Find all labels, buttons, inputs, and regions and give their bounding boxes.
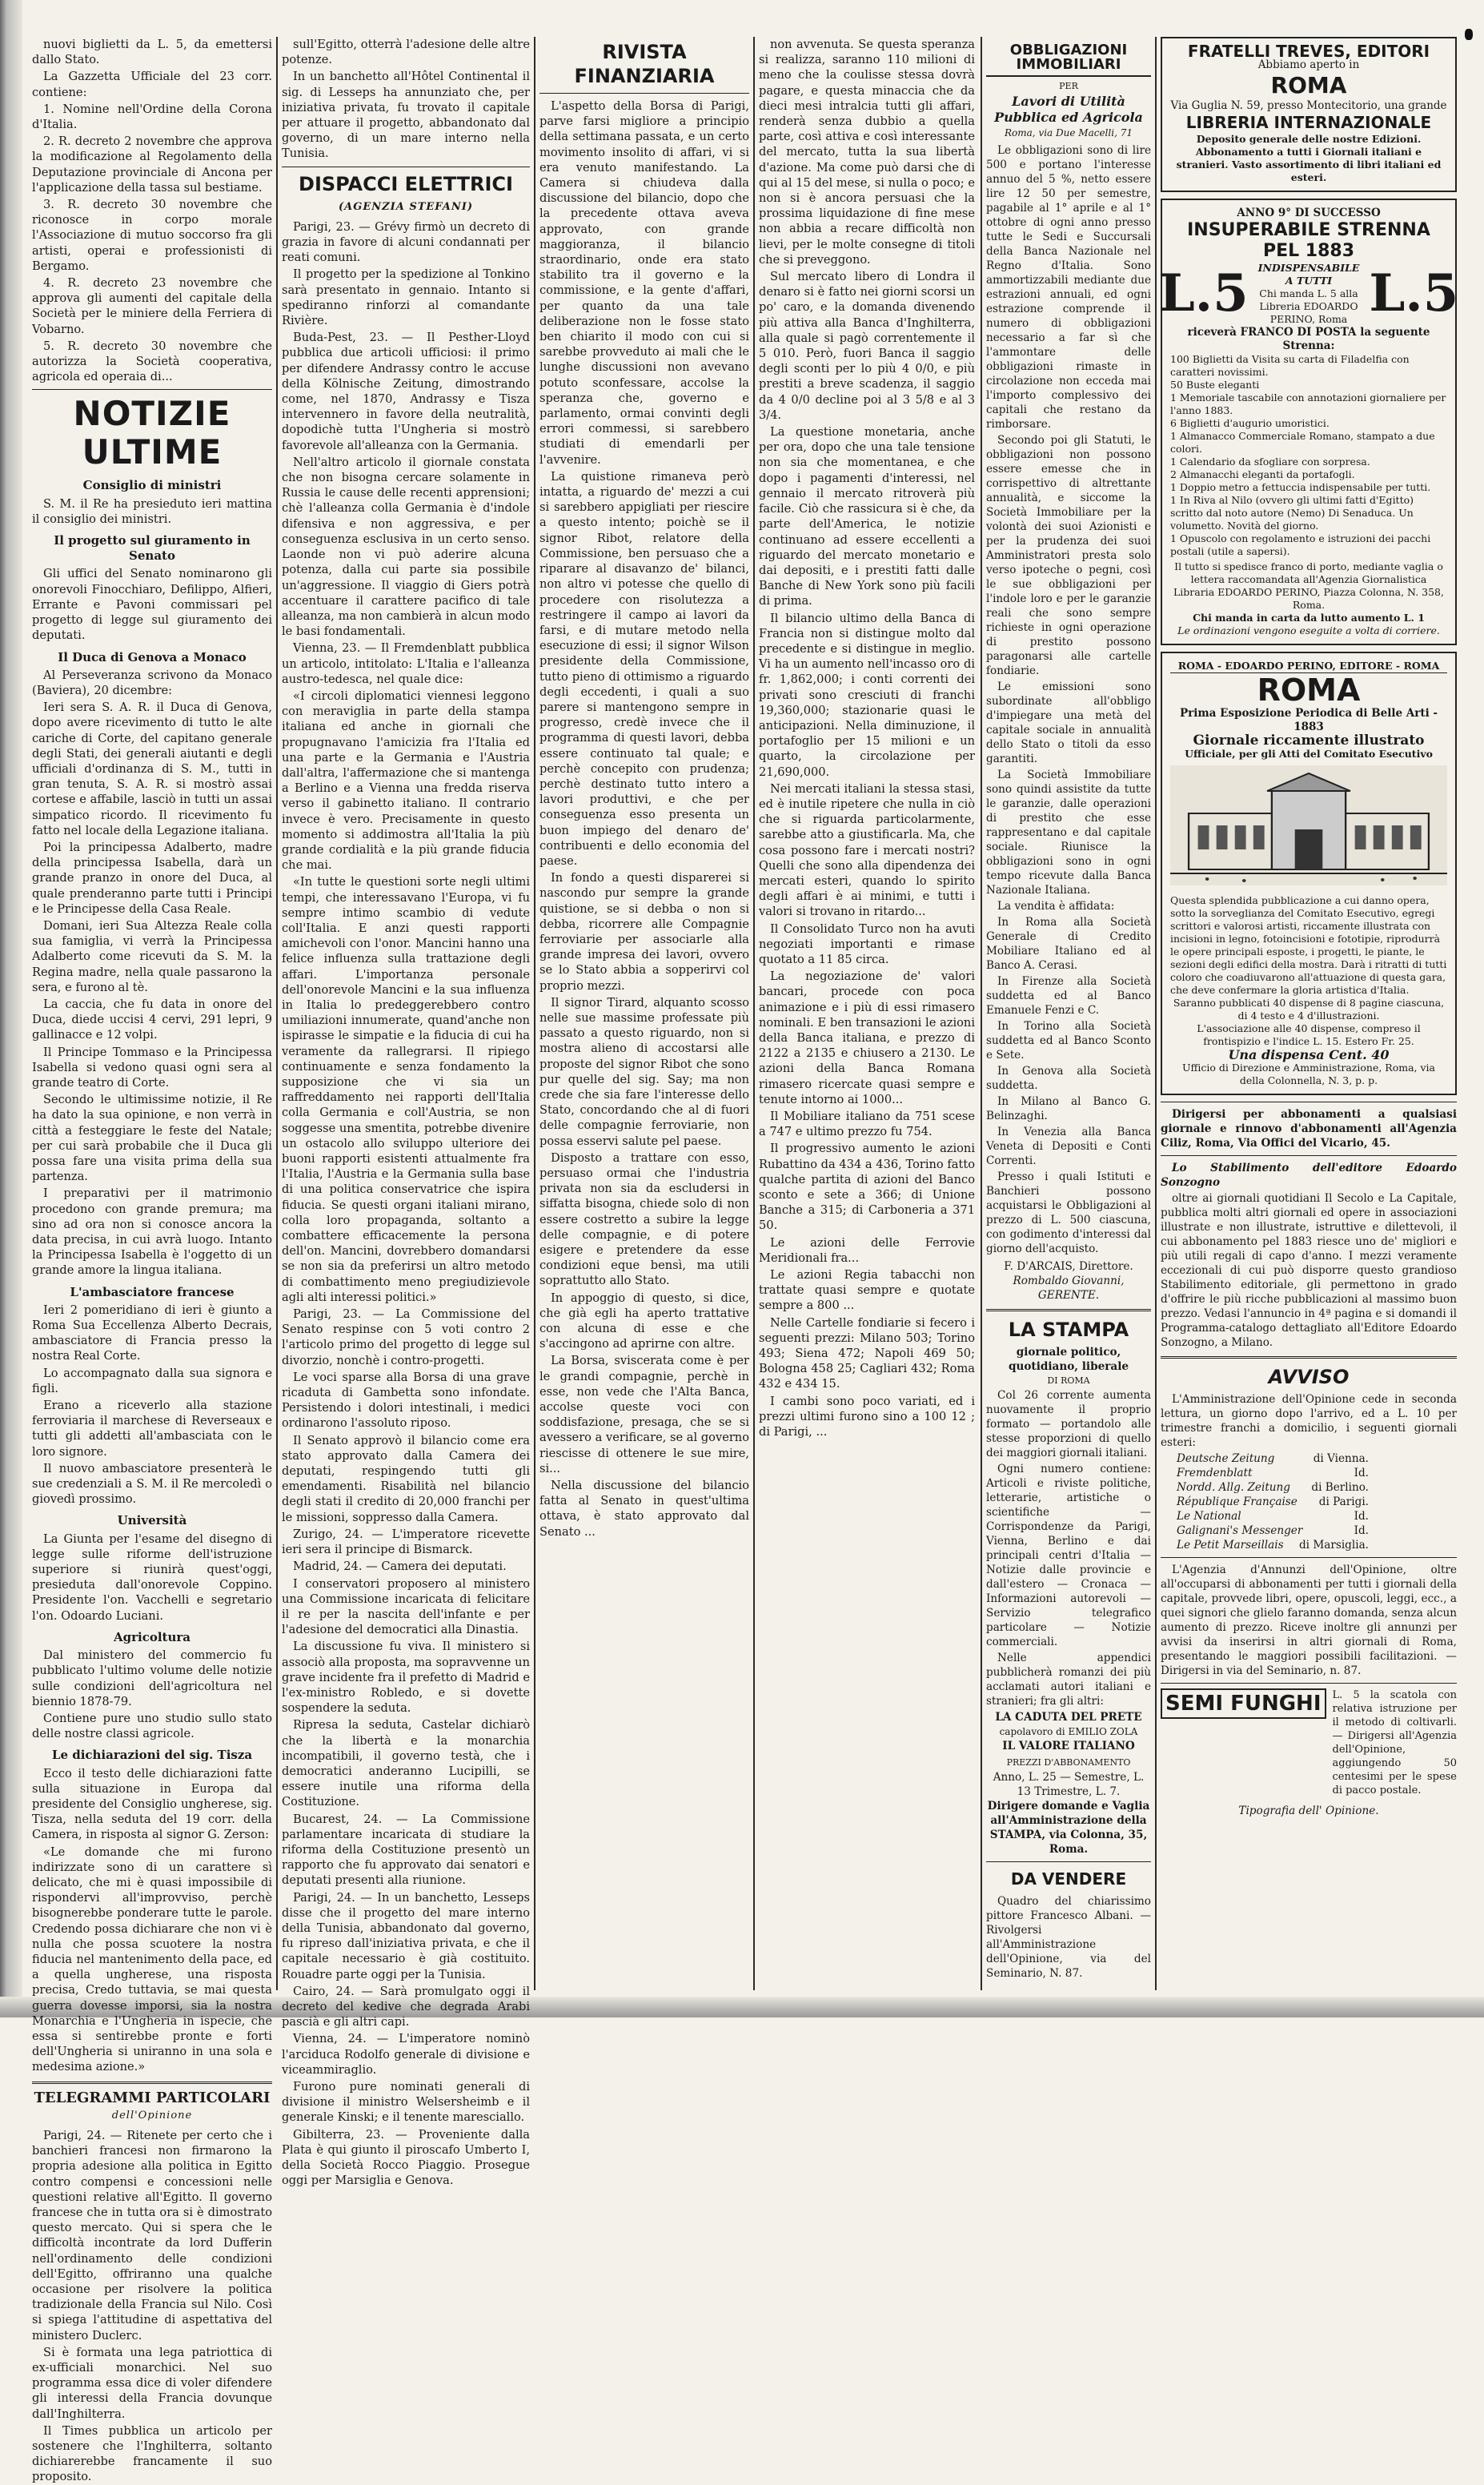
ink-blot [1465,29,1473,40]
paragraph: L'aspetto della Borsa di Parigi, parve farsi migliore a principio della settimana passata, e un certo movimento insolito di affari, vi si era venuto manifestando. La Camera si chiudeva dalla discussione del bilancio, dopo che la precedente ottava aveva approvato, con grande maggioranza, il bilancio straordinario, onde era stato stabilito tra il governo e la commissione, e la gente d'affari, per quanto da una tale deliberazione non le fosse stato ben chiarito il modo con cui si sarebbe provveduto ai mali che le lunghe discussioni non avevano potuto sconfessare, accolse la speranza che, governo e parlamento, ormai convinti degli errori commessi, si sarebbero studiati di emendarli per l'avvenire. [539,99,749,467]
paragraph: La caccia, che fu data in onore del Duca, diede uccisi 4 cervi, 291 lepri, 9 gallinacce e 12 volpi. [32,997,272,1042]
ad-text: Chi manda L. 5 alla Libreria EDOARDO PERINO, Roma [1259,287,1358,325]
list-item: 50 Buste eleganti [1170,379,1260,391]
paragraph: Disposto a trattare con esso, persuaso ormai che l'industria privata non sia da escludersi in siffatta bisogna, chiede solo di non essere costretto a subire la legge delle compagnie, e di potere esigere e pretendere da esse condizioni eque bensì, ma utili soprattutto allo Stato. [539,1150,749,1288]
paragraph: La negoziazione de' valori bancari, procede con poca animazione e i più di essi rimasero nominali. E ben transazioni le azioni della Banca italiana, e prezzo di 2122 a 2135 e chiusero a 2130. Le azioni della Banca Romana rimasero ricercate quasi sempre e tenute intorno ai 1000... [759,970,975,1106]
column-1 [32,37,272,2484]
paragraph: Dal ministero del commercio fu pubblicato l'ultimo volume delle notizie sulle condizioni dell'agricoltura nel biennio 1878-79. [32,1648,272,1708]
paragraph: Il nuovo ambasciatore presenterà le sue credenziali a S. M. il Re mercoledì o giovedì prossimo. [32,1461,272,1507]
article-title: Le dichiarazioni del sig. Tisza [51,1748,253,1763]
ad-text: Le ordinazioni vengono eseguite a volta di corriere. [1177,624,1440,636]
list-item [1177,1509,1369,1524]
paragraph: I cambi sono poco variati, ed i prezzi ultimi furono sino a 100 12 ; di Parigi, ... [759,1394,975,1439]
ad-text: riceverà FRANCO DI POSTA la seguente Strenna: [1187,326,1430,352]
paragraph: Ripresa la seduta, Castelar dichiarò che la libertà e la monarchia incompatibili, il governo testà, che i democratici anderanno Lucipilli, se essere inutile una riforma della Costituzione. [282,1718,530,1809]
ad-price: Una dispensa Cent. 40 [1228,1047,1390,1062]
section-headline: RIVISTA FINANZIARIA [574,41,715,87]
paragraph: L'Amministrazione dell'Opinione cede in seconda lettura, un giorno dopo l'arrivo, ed a L. 10 per trimestre franchi a domicilio, i seguenti giornali esteri: [1161,1393,1457,1449]
article-subtitle: dell'Opinione [111,2109,193,2122]
paragraph: L'Agenzia d'Annunzi dell'Opinione, oltre all'occuparsi di abbonamenti per tutti i giornali della capitale, provvede libri, opere, opuscoli, leggi, ecc., a quei signori che glielo faranno domanda, senza alcun aumento di prezzo. Riceve inoltre gli annunzi per avvisi da inserirsi in altri giornali di Roma, presentando le maggiori possibili facilitazioni. — Dirigersi in via del Seminario, n. 87. [1161,1564,1457,1677]
price-right: L.5 [1369,263,1459,323]
paragraph: «Le domande che mi furono indirizzate sono di un carattere sì delicato, che mi è quasi impossibile di rispondervi all'improvviso, perchè bisognerebbe ponderare tutte le parole. Credendo possa dichiarare che non vi è nulla che possa scuotere la nostra fiducia nel mantenimento della pace, ed a quella ungherese, una risposta precisa, Credo tuttavia, se mai questa guerra dovesse imporsi, sia la nostra Monarchia e l'Ungheria in ispecie, che essa si sentirebbe pronte e forti dell'Ungheria si uniranno in una sola e medesima azione.» [32,1845,272,2074]
paragraph: Nelle appendici pubblicherà romanzi dei più acclamati autori italiani e stranieri; fra gli altri: [986,1652,1151,1708]
paragraph: Cairo, 24. — Sarà promulgato oggi il decreto del kedive che degrada Arabi pascià e gli altri capi. [282,1984,530,2029]
list-item: 100 Biglietti da Visita su carta di Filadelfia con caratteri novissimi. [1170,353,1410,378]
ad-address: Ufficio di Direzione e Amministrazione, Roma, via della Colonnella, N. 3, p. p. [1181,1062,1436,1086]
paragraph: Ieri sera S. A. R. il Duca di Genova, dopo avere ricevimento di tutto le alte cariche di Corte, del capitano generale degli Stati, dei generali aiutanti e degli ufficiali d'ordinanza di S. M., tutti in gran tenuta, S. A. R. si mostrò assai cortese e affabile, lasciò in tutti un assai simpatico ricordo. Il ricevimento fu fatto nel locale della Legazione italiana. [32,701,272,837]
ad-esposizione [1161,652,1457,1095]
ad-price-row [1158,262,1459,326]
paragraph: Le obbligazioni sono di lire 500 e portano l'interesse annuo del 5 %, netto essere lire 12 50 per semestre, pagabile al 1° aprile e al 1° ottobre di ogni anno presso tutte le Sedi e Succursali della Banca Nazionale nel Regno d'Italia. Sono ammortizzabili mediante due estrazioni annuali, ed ogni estrazione comprende il numero di obbligazioni necessario a far sì che l'ammontare delle obbligazioni rimaste in circolazione non ecceda mai l'importo complessivo dei capitali che restano da rimborsare. [986,144,1151,431]
paragraph: Poi la principessa Adalberto, madre della principessa Isabella, darà un grande pranzo in onore del Duca, al quale prenderanno parte tutti i Principi e le Principesse della Casa Reale. [32,840,272,916]
paragraph: La vendita è affidata: [997,900,1115,913]
paragraph: Il bilancio ultimo della Banca di Francia non si distingue molto dal precedente e si distingue in meglio. Vi ha un aumento nell'incasso oro di fr. 1,862,000; i conti correnti dei privati sono cresciuti di franchi 19,360,000; stazionarie quasi le anticipazioni. Nella diminuzione, il portafoglio per 15 milioni e un quarto, la circolazione per 21,690,000. [759,611,975,779]
column-rule [981,37,982,1990]
paragraph: Gli uffici del Senato nominarono gli onorevoli Finocchiaro, Defilippo, Alfieri, Errante e Pavoni commissari pel progetto di legge sul giuramento dei deputati. [32,567,272,643]
paragraph: La Giunta per l'esame del disegno di legge sulle riforme dell'istruzione superiore si riunirà quest'oggi, presieduta dall'onorevole Coppino. Presidente l'on. Vacchelli e segretario l'on. Odoardo Luciani. [32,1532,272,1623]
ad-title: LA STAMPA [1008,1319,1129,1341]
divider [1161,1155,1457,1156]
paragraph: Contiene pure uno studio sullo stato delle nostre classi agricole. [32,1711,272,1741]
paragraph: La Gazzetta Ufficiale del 23 corr. contiene: [32,70,272,99]
ad-title: OBBLIGAZIONI IMMOBILIARI [986,43,1151,77]
paragraph: In Firenze alla Società suddetta ed al Banco Emanuele Fenzi e C. [986,975,1151,1017]
paragraph: 1. Nomine nell'Ordine della Corona d'Italia. [32,102,272,132]
newspaper-name: Nordd. Allg. Zeitung [1177,1481,1290,1494]
paragraph: sull'Egitto, otterrà l'adesione delle altre potenze. [282,38,530,67]
article-title: Il Duca di Genova a Monaco [58,649,247,664]
paragraph: Ecco il testo delle dichiarazioni fatte sulla situazione in Europa dal presidente del Consiglio ungherese, sig. Tisza, nella seduta del 19 corr. della Camera, in risposta al signor G. Zerson: [32,1766,272,1842]
list-item [1177,1480,1369,1495]
ad-text: Deposito generale delle nostre Edizioni. Abbonamento a tutti i Giornali italiani e stranieri. Vasto assortimento di libri italiani ed esteri. [1176,133,1442,183]
newspaper-name: Galignani's Messenger [1177,1524,1303,1537]
newspaper-city: di Vienna. [1313,1452,1369,1465]
paragraph: In fondo a questi disparerei si nascondo pur sempre la grande quistione, se si debba o non si debba, ricorrere alle Compagnie ferroviarie per associarle alla grande impresa dei lavori, ovvero se lo Stato abbia a sopperirvi col proprio mezzi. [539,871,749,993]
paragraph: Parigi, 23. — Grévy firmò un decreto di grazia in favore di alcuni condannati per reati comuni. [282,219,530,265]
list-item [1177,1495,1369,1509]
divider [32,2082,272,2084]
divider [986,1861,1151,1862]
ad-treves [1161,37,1457,192]
printer-credit: Tipografia dell' Opinione. [1238,1805,1379,1817]
price-left: L.5 [1158,263,1249,323]
ad-address: Roma, via Due Macelli, 71 [1005,127,1133,139]
list-item [1177,1524,1369,1538]
paragraph: 2. R. decreto 2 novembre che approva la modificazione al Regolamento della Deputazione provinciale di Ancona per l'applicazione della tassa sul bestiame. [32,134,272,195]
list-item: 1 Opuscolo con regolamento e istruzioni dei pacchi postali (utile a sapersi). [1170,532,1431,557]
newspaper-name: Le Petit Marseillais [1177,1539,1284,1552]
paragraph: In Venezia alla Banca Veneta di Depositi e Conti Correnti. [986,1126,1151,1167]
paragraph: In Torino alla Società suddetta ed al Banco Sconto e Sete. [986,1020,1151,1062]
ad-label: ANNO 9° DI SUCCESSO [1237,207,1381,219]
paragraph: La discussione fu viva. Il ministero si associò alla proposta, ma sopravvenne un grave incidente fra il prefetto di Madrid e l'ex-ministro Robledo, e si dovette sospendere la seduta. [282,1640,530,1716]
paragraph: La Società Immobiliare sono quindi assistite da tutte le garanzie, dalle operazioni di prestito che esse rappresentano e dal capitale sociale. Riunisce la obbligazioni sono in ogni tempo ricevute dalla Banca Nazionale Italiana. [986,769,1151,897]
paragraph: Zurigo, 24. — L'imperatore ricevette ieri sera il principe di Bismarck. [282,1527,530,1557]
article-title: Consiglio di ministri [82,478,222,493]
paragraph: La quistione rimaneva però intatta, a riguardo de' mezzi a cui si sarebbero appigliati per riescire a questo intento; poichè se il signor Ribot, relatore della Commissione, ben persuaso che a riparare al disavanzo de' bilanci, non altro vi potesse che quello di procedere con risolutezza a restringere il campo ai lavori da farsi, e di mutare metodo nella esecuzione di essi; il signor Wilson presidente della Commissione, tutto pieno di ottimismo a riguardo degli eccedenti, i quali a suo parere si mantengono sempre in progresso, credè invece che il programma di questi lavori, debba essere continuato tal quale; e perchè concepito con prudenza; perchè destinato tutto intero a lavori produttivi, e che per conseguenza esso presenta un buon impiego del denaro de' contribuenti e dello economia del paese. [539,469,749,868]
column-rule [276,37,278,1990]
ad-title: DA VENDERE [1010,1869,1127,1889]
paragraph: nuovi biglietti da L. 5, da emettersi dallo Stato. [32,38,272,67]
ad-mid [1258,262,1360,326]
paragraph: Vienna, 23. — Il Fremdenblatt pubblica un articolo, intitolato: L'Italia e l'alleanza austro-tedesca, nel quale dice: [282,641,530,686]
ad-text: L'associazione alle 40 dispense, compreso il frontispizio e l'indice L. 15. Estero Fr. 25. [1197,1022,1421,1047]
paragraph: 3. R. decreto 30 novembre che riconosce in corpo morale l'Associazione di mutuo soccorso fra gli artisti, operai e professionisti di Bergamo. [32,198,272,273]
article-title: L'ambasciatore francese [70,1284,235,1299]
ad-text: L. 5 la scatola con relativa istruzione per il metodo di coltivarli. — Dirigersi all'Agenzia dell'Opinione, aggiungendo 50 centesimi per le spese di pacco postale. [1332,1689,1457,1797]
article-title: Il progetto sul giuramento in Senato [54,533,251,564]
ad-label: ROMA - EDOARDO PERINO, EDITORE - ROMA [1170,660,1447,673]
ad-highlight: LA CADUTA DEL PRETE [995,1711,1142,1724]
list-item: 1 In Riva al Nilo (ovvero gli ultimi fatti d'Egitto) scritto dal noto autore (Nemo) Di Senaduca. Un volumetto. Novità del giorno. [1170,494,1414,532]
page-left-edge [0,0,22,2017]
paragraph: Il Principe Tommaso e la Principessa Isabella si vedono quasi ogni sera al grande teatro di Corte. [32,1045,272,1090]
paragraph: Secondo poi gli Statuti, le obbligazioni non possono essere emesse che in corrispettivo di altrettante annualità, e siccome la Società Immobiliare per la volontà dei suoi Azionisti e per la prudenza dei suoi Amministratori presta solo verso ipoteche o pegni, così le sue obbligazioni per l'indole loro e per le garanzie reali che sono sempre richieste in ogni operazione di prestito possono paragonarsi alle cartelle fondiarie. [986,434,1151,677]
paragraph: I preparativi per il matrimonio procedono con grande premura; ma sino ad ora non si conosce ancora la data precisa, in cui avrà luogo. Intanto la Principessa Isabella è l'oggetto di un grande amore la lingua italiana. [32,1186,272,1278]
column-3 [539,37,749,1990]
article-title: Agricoltura [113,1629,191,1644]
article-title: Università [117,1513,187,1528]
divider [1161,1683,1457,1684]
list-item: 2 Almanacchi eleganti da portafogli. [1170,468,1355,480]
column-rule [534,37,535,1990]
paragraph: Erano a riceverlo alla stazione ferroviaria il marchese di Reverseaux e tutti gli addetti all'ambasciata con le loro signore. [32,1399,272,1459]
paragraph: Parigi, 23. — La Commissione del Senato respinse con 5 voti contro 2 l'articolo primo del progetto di legge sul divorzio, nonchè i contro-progetti. [282,1307,530,1367]
ad-label: capolavoro di EMILIO ZOLA [999,1726,1138,1737]
paragraph: Furono pure nominati generali di divisione il ministro Welsersheimb e il generale Kinski; e il tenente maresciallo. [282,2080,530,2125]
gerente: Rombaldo Giovanni, GERENTE. [1013,1275,1125,1302]
ad-highlight: IL VALORE ITALIANO [1002,1740,1135,1752]
ad-label: DI ROMA [1047,1375,1090,1386]
paragraph: Si è formata una lega patriottica di ex-ufficiali monarchici. Nel suo programma essa dice di voler difendere gli interessi della Francia dovunque dall'Inghilterra. [32,2345,272,2421]
column-2 [282,37,530,2188]
ad-city: ROMA [1257,672,1361,708]
ad-text: Saranno pubblicati 40 dispense di 8 pagine ciascuna, di 4 testo e 4 d'illustrazioni. [1173,997,1445,1022]
divider [1161,1557,1457,1558]
paragraph: Le emissioni sono subordinate all'obbligo d'impiegare una metà del capitale sociale in annualità dello Stato o titoli da esso garantiti. [986,680,1151,765]
paragraph: Nell'altro articolo il giornale constata che non bisogna cercare solamente in Russia le cause delle recenti apprensioni; chè l'alleanza colla Germania è d'indole difensiva e non aggressiva, e per conseguenza esclusiva in un certo senso. Laonde non vi può aderire alcuna potenza, dalla cui parte sia possibile un'aggressione. Il viaggio di Giers potrà accentuare il carattere pacifico di tale alleanza, ma non cambierà in alcun modo le basi fondamentali. [282,455,530,639]
paragraph: In Genova alla Società suddetta. [986,1065,1151,1092]
newspaper-name: Deutsche Zeitung [1177,1452,1275,1465]
newspaper-name: République Française [1177,1495,1297,1508]
paragraph: In appoggio di questo, si dice, che già egli ha aperto trattative con alcuna di esse e che s'accingono ad aprirne con altre. [539,1291,749,1351]
paragraph: Il Consolidato Turco non ha avuti negoziati importanti e rimase quotato a 11 85 circa. [759,921,975,966]
list-item: 6 Biglietti d'augurio umoristici. [1170,417,1330,429]
paragraph: Il progetto per la spedizione al Tonkino sarà presentato in gennaio. Intanto si spediranno rinforzi al comandante Rivière. [282,267,530,328]
ad-subtitle: Prima Esposizione Periodica di Belle Arti - 1883 [1179,707,1438,733]
list-item [1177,1538,1369,1552]
paragraph: Lo accompagnato dalla sua signora e figli. [32,1366,272,1395]
ad-title: FRATELLI TREVES, EDITORI [1187,42,1430,61]
paragraph: Ogni numero contiene: Articoli e riviste politiche, letterarie, artistiche o scientifiche — Corrispondenze da Parigi, Vienna, Berlino e dai principali centri d'Italia — Notizie dalle provincie e dall'estero — Cronaca — Informazioni autorevoli — Servizio telegrafico particolare — Notizie commerciali. [986,1463,1151,1648]
ad-text: Questa splendida pubblicazione a cui danno opera, sotto la sorveglianza del Comitato Esecutivo, egregi scrittori e valorosi artisti, riccamente illustrata con incisioni in legno, fotoincisioni e fototipie, riprodurrà le opere principali esposte, i progetti, le piante, le sezioni degli edifici della mostra. Darà i ritratti di tutti coloro che coadiuvarono all'attuazione di questa gara, che deve confermare la gloria artistica d'Italia. [1170,894,1447,996]
list-item: 1 Memoriale tascabile con annotazioni giornaliere per l'anno 1883. [1170,391,1446,416]
column-6 [1158,37,1459,1990]
ad-title: INSUPERABILE STRENNA PEL 1883 [1187,220,1430,261]
paragraph: oltre ai giornali quotidiani Il Secolo e La Capitale, pubblica molti altri giornali ed opere in associazioni illustrate e non illustrate, istruttive e dilettevoli, il cui abbonamento pel 1883 riesce uno de' migliori e più utili regali di capo d'anno. I mezzi veramente eccezionali di cui può disporre questo grandioso Stabilimento editoriale, gli permettono in grado d'offrire le più ricche pubblicazioni al massimo buon prezzo. Vedasi l'annuncio in 4ª pagina e si domandi il Programma-catalogo dettagliato all'Editore Edoardo Sonzogno, a Milano. [1161,1192,1457,1349]
paragraph: Il Times pubblica un articolo per sostenere che l'Inghilterra, soltanto dichiarerebbe francamente il suo proposito. [32,2423,272,2484]
paragraph: Ieri 2 pomeridiano di ieri è giunto a Roma Sua Eccellenza Alberto Decrais, ambasciatore di Francia presso la nostra Real Corte. [32,1303,272,1363]
ad-title: SEMI FUNGHI [1161,1688,1326,1719]
newspaper-city: di Berlino. [1311,1481,1369,1494]
paragraph: In Milano al Banco G. Belinzaghi. [986,1095,1151,1122]
signature: F. D'ARCAIS, Direttore. [1004,1260,1133,1273]
paragraph: Il signor Tirard, alquanto scosso nelle sue massime professate più passato a questo riguardo, non si mostra alieno di accostarsi alle proposte del signor Ribot che sono pur quelle del sig. Say; ma non crede che sia fare l'interesse dello Stato, concordando che al di fuori delle compagnie ferroviarie, non possa esservi salute pel paese. [539,995,749,1148]
paragraph: Al Perseveranza scrivono da Monaco (Baviera), 20 dicembre: [32,668,272,697]
paragraph: Il Senato approvò il bilancio come era stato approvato dalla Camera dei deputati, respingendo tutti gli emendamenti. Risabilità nel bilancio degli stati il credito di 20,000 franchi per le missioni, soppresso dalla Camera. [282,1433,530,1524]
palazzo-esposizioni-illustration [1170,765,1447,885]
column-5 [986,37,1151,1990]
newspaper-page [32,37,1459,2484]
paragraph: Presso i quali Istituti e Banchieri possono acquistarsi le Obbligazioni al prezzo di L. 500 ciascuna, con godimento d'interessi dal giorno dell'acquisto. [986,1170,1151,1255]
paragraph: Nei mercati italiani la stessa stasi, ed è inutile ripetere che nulla in ciò che si riguarda particolarmente, sarebbe atto a giustificarla. Ma, che cosa possono fare i mercati nostri? Quelli che sono alla dipendenza dei mercati esteri, quando lo spirito degli affari è ai minimi, e tutti i valori si trovano in ritardo... [759,781,975,919]
paragraph: In Roma alla Società Generale di Credito Mobiliare Italiano ed al Banco A. Cerasi. [986,916,1151,972]
section-headline: NOTIZIE ULTIME [73,394,231,472]
ad-city: ROMA [1270,72,1347,98]
ad-tagline: INDISPENSABILE A TUTTI [1257,262,1360,287]
ad-subtitle: giornale politico, quotidiano, liberale [1008,1346,1129,1373]
paragraph: Le azioni Regia tabacchi non trattate quasi sempre e quotate sempre a 800 ... [759,1268,975,1313]
paragraph: Gibilterra, 23. — Proveniente dalla Plata è qui giunto il piroscafo Umberto I, della Società Rocco Piaggio. Prosegue oggi per Marsiglia e Genova. [282,2127,530,2188]
ad-subtitle: Ufficiale, per gli Atti del Comitato Esecutivo [1185,748,1433,760]
agency-label: (AGENZIA STEFANI) [339,200,473,213]
ad-label: PREZZI D'ABBONAMENTO [1006,1757,1131,1768]
divider [1161,1356,1457,1359]
column-rule [753,37,755,1990]
paragraph: Secondo le ultimissime notizie, il Re ha dato la sua opinione, e non verrà in città a festeggiare le feste del Natale; per cui sarà probabile che il Duca gli possa fare una visita prima della sua partenza. [32,1093,272,1184]
paragraph: Vienna, 24. — L'imperatore nominò l'arciduca Rodolfo generale di divisione e viceammiraglio. [282,2032,530,2077]
ad-subtitle: Lavori di Utilità Pubblica ed Agricola [994,94,1143,125]
ad-strenna [1158,199,1459,645]
paragraph: Le voci sparse alla Borsa di una grave ricaduta di Gambetta sono infondate. Persistendo i dolori intestinali, i medici ordinarono l'assoluto riposo. [282,1370,530,1431]
divider [539,93,749,94]
avviso-title: AVVISO [1268,1366,1350,1388]
newspaper-name: Fremdenblatt [1177,1467,1253,1479]
list-item: 1 Almanacco Commerciale Romano, stampato a due colori. [1170,430,1435,455]
paragraph: Domani, ieri Sua Altezza Reale colla sua famiglia, vi verrà la Principessa Adalberto come ricevuti da S. M. la Regina madre, nella quale passarono la sera, e furono al tè. [32,918,272,994]
paragraph: La questione monetaria, anche per ora, dopo che una tale tensione non sia che momentanea, e che dopo i pagamenti d'interessi, nel gennaio il mercato ritroverà più facile. Ciò che rassicura si è che, da parte dell'America, le notizie continuano ad essere eccellenti a riguardo del mercato monetario e dai depositi, e i prestiti fatti dalle Banche di New York sono più facili di prima. [759,425,975,608]
column-4 [759,37,975,1990]
paragraph: 4. R. decreto 23 novembre che approva gli aumenti del capitale della Società per le miniere della Ferriera di Vobarno. [32,276,272,336]
paragraph: Parigi, 24. — In un banchetto, Lesseps disse che il progetto del mare interno della Tunisia, abbandonato dal governo, fu ripreso dall'iniziativa privata, e che il capitale necessario è già costituito. Rouadre parte oggi per la Tunisia. [282,1890,530,1981]
paragraph: Nella discussione del bilancio fatta al Senato in quest'ultima ottava, è stato approvato dal Senato ... [539,1479,749,1539]
ad-text: Chi manda in carta da lutto aumento L. 1 [1193,612,1425,624]
newspaper-city: Id. [1354,1524,1369,1537]
ad-semi-funghi [1161,1688,1457,1797]
ad-contact: Dirigere domande e Vaglia all'Amministrazione della STAMPA, via Colonna, 35, Roma. [987,1800,1150,1856]
list-item [1177,1466,1369,1480]
ad-headline: LIBRERIA INTERNAZIONALE [1185,113,1432,132]
list-item: 1 Calendario da sfogliare con sorpresa. [1170,456,1370,468]
paragraph: S. M. il Re ha presieduto ieri mattina il consiglio dei ministri. [32,496,272,526]
paragraph: Quadro del chiarissimo pittore Francesco Albani. — Rivolgersi all'Amministrazione dell'Opinione, via del Seminario, N. 87. [986,1895,1151,1980]
article-title: TELEGRAMMI PARTICOLARI [34,2089,271,2106]
paragraph: Nelle Cartelle fondiarie si fecero i seguenti prezzi: Milano 503; Torino 493; Siena 472; Napoli 469 50; Bologna 458 25; Cagliari 432; Roma 432 e 434 15. [759,1315,975,1391]
giornali-list [1161,1451,1457,1552]
newspaper-city: Id. [1354,1467,1369,1479]
paragraph: Madrid, 24. — Camera dei deputati. [293,1560,507,1574]
ad-text: Il tutto si spedisce franco di porto, mediante vaglia o lettera raccomandata all'Agenzia Giornalistica Libraria EDOARDO PERINO, Piazza Colonna, N. 358, Roma. [1173,560,1444,611]
paragraph: I conservatori proposero al ministero una Commissione incaricata di felicitare il re per la nascita dell'infante e per l'adesione del democratici alla Dinastia. [282,1576,530,1637]
paragraph: La Borsa, sviscerata come è per le grandi compagnie, perchè in esse, non vede che l'Alta Banca, accolse queste voci con soddisfazione, presaga, che se si avessero a verificare, se al governo riescisse di ottenere le sue mire, si... [539,1354,749,1475]
paragraph: «I circoli diplomatici viennesi leggono con meraviglia in parte della stampa italiana ed anche in giornali che propugnavano l'amicizia fra l'Italia ed una parte e la Germania e l'Austria dall'altra, l'affermazione che si mantenga a Berlino e a Vienna una fredda riserva verso il gabinetto italiano. Il contrario invece è vero. Precisamente in questo momento si addimostra all'Italia la più grande cordialità e la più grande fiducia che mai. [282,688,530,873]
newspaper-city: di Parigi. [1318,1495,1369,1508]
ad-label: PER [1059,81,1078,91]
list-item [1177,1451,1369,1466]
paragraph: Il progressivo aumento le azioni Rubattino da 434 a 436, Torino fatto qualche partita di azioni del Banco sconto e sete a 366; di Unione Banche a 315; di Carboneria a 371 50. [759,1142,975,1233]
divider [32,389,272,390]
ad-address: Via Guglia N. 59, presso Montecitorio, una grande [1170,99,1447,112]
article-title: Lo Stabilimento dell'editore Edoardo Sonzogno [1161,1162,1457,1189]
paragraph: Il Mobiliare italiano da 751 scese a 747 e ultimo prezzo fu 754. [759,1110,975,1139]
column-rule [1155,37,1157,1990]
paragraph: Buda-Pest, 23. — Il Pesther-Lloyd pubblica due articoli ufficiosi: il primo per difendere Andrassy contro le accuse della Kölnische Zeitung, dimostrando come, nel 1870, Andrassy e Tisza intervennero in favore della neutralità, dopodichè tutta l'Ungheria si mostrò favorevole all'alleanza con la Germania. [282,331,530,452]
paragraph: Sul mercato libero di Londra il denaro si è fatto nei giorni scorsi un po' caro, e la domanda divenendo più attiva alla Banca d'Inghilterra, alla quale si pagò correntemente il 5 010. Però, fuori Banca il saggio degli sconti per lo più 4 0/0, e più prestiti a breve scadenza, il saggio da 4 0/0 decline poi al 3 5/8 e al 3 3/4. [759,270,975,422]
newspaper-city: Id. [1354,1510,1369,1523]
paragraph: Parigi, 24. — Ritenete per certo che i banchieri francesi non firmarono la propria adesione alla politica in Egitto contro compensi e concessioni nelle questioni relative all'Egitto. Il governo francese che in tutta ora si è dimostrato questo mercato. Qui si spera che le difficoltà incontrate da lord Dufferin nell'ordinamento delle condizioni dell'Egitto, offriranno una qualche occasione per risolvere la politica tradizionale della Francia sul Nilo. Così si spiega l'attitudine di aspettativa del ministero Duclerc. [32,2128,272,2342]
newspaper-city: di Marsiglia. [1298,1539,1369,1552]
section-headline: DISPACCI ELETTRICI [299,172,513,195]
paragraph: Le azioni delle Ferrovie Meridionali fra... [759,1235,975,1265]
paragraph: 5. R. decreto 30 novembre che autorizza la Società cooperativa, agricola ed operaia di... [32,339,272,384]
paragraph: Col 26 corrente aumenta nuovamente il proprio formato — portandolo alle stesse proporzioni di quello dei maggiori giornali italiani. [986,1389,1151,1459]
paragraph: non avvenuta. Se questa speranza si realizza, saranno 110 milioni di meno che la coulisse stessa dovrà pagare, e questa minaccia che da dieci mesi intralcia tutti gli affari, renderà senza dubbio a quella parte, così attiva e così interessante del mercato, tutta la sua libertà d'azione. Ma come può darsi che di qui al 15 del mese, si nulla o poco; e non si è ancora persuasi che la prossima liquidazione di fine mese non abbia a recare difficoltà non lievi, per le molte consegne di titoli che si preveggono. [759,38,975,267]
paragraph: «In tutte le questioni sorte negli ultimi tempi, che interessavano l'Europa, vi fu sempre intimo scambio di vedute coll'Italia. E anzi questi rapporti amichevoli con l'onor. Mancini hanno una felice influenza sulla trattazione degli affari. L'importanza personale dell'onorevole Mancini e la sua influenza in Italia lo predeggerebbero contro umiliazioni innumerate, quand'anche non ispirasse le simpatie e la fiducia di cui ha veramente da rallegrarsi. Il ripiego continuamente e senza fondamento la supposizione che vi sia un raffreddamento nei rapporti dell'Italia colla Germania e coll'Austria, se non soggesse una smentita, potrebbe divenire un ostacolo allo sviluppo ulteriore dei buoni rapporti esistenti attualmente fra l'Italia, l'Austria e la Germania sulla base di una politica conservatrice che ispira fiducia. Se questi organi italiani mirano, colla loro propaganda, soltanto a combattere efficacemente la persona dell'on. Mancini, dovrebbero domandarsi se non sia da preferirsi un altro metodo di combattimento meno pregiudizievole agli alti interessi politici.» [282,875,530,1304]
ad-text: Abbiamo aperto in [1257,58,1360,71]
ad-item-list [1170,353,1447,558]
paragraph: Bucarest, 24. — La Commissione parlamentare incaricata di studiare la riforma della Costituzione presentò un rapporto che fu approvato dai senatori e deputati presenti alla riunione. [282,1812,530,1888]
list-item: 1 Doppio metro a fettuccia indispensabile per tutti. [1170,481,1431,493]
newspaper-name: Le National [1177,1510,1241,1523]
ad-prices: Anno, L. 25 — Semestre, L. 13 Trimestre, L. 7. [993,1771,1145,1798]
ad-subtitle: Giornale riccamente illustrato [1193,733,1425,749]
paragraph: In un banchetto all'Hôtel Continental il sig. di Lesseps ha annunziato che, per iniziativa privata, fu trovato il capitale per attuare il progetto, abbandonato dal governo, di un mare interno nella Tunisia. [282,70,530,161]
paragraph: Dirigersi per abbonamenti a qualsiasi giornale e rinnovo d'abbonamenti all'Agenzia Ciliz, Roma, Via Offici del Vicario, 45. [1161,1108,1457,1150]
divider [986,1309,1151,1311]
